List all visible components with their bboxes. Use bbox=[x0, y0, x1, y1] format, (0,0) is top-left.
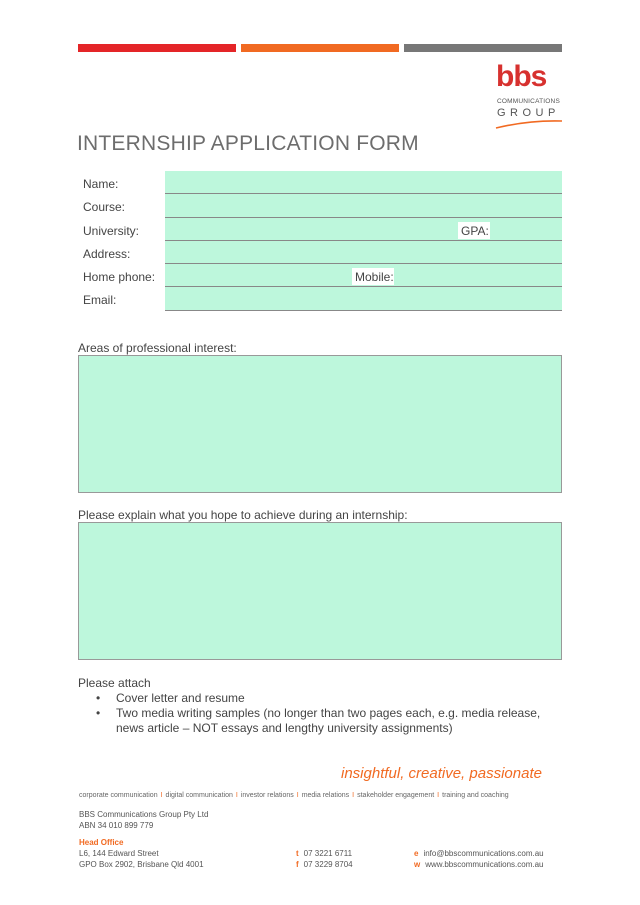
services-list bbox=[79, 792, 509, 799]
fax-number: 07 3229 8704 bbox=[303, 860, 353, 869]
list-item bbox=[96, 691, 566, 706]
logo-line-communications: COMMUNICATIONS bbox=[497, 98, 560, 105]
phone-row bbox=[78, 264, 562, 287]
bullet-icon: • bbox=[96, 691, 101, 705]
home-phone-label: Home phone: bbox=[83, 270, 156, 285]
company-info bbox=[79, 809, 208, 831]
phone-key: t bbox=[296, 849, 299, 858]
course-field[interactable] bbox=[165, 194, 562, 217]
fax-key: f bbox=[296, 860, 299, 869]
attach-item-text: Cover letter and resume bbox=[116, 691, 245, 705]
header-bar-red bbox=[78, 44, 236, 52]
phone-fax bbox=[296, 848, 353, 870]
head-office bbox=[79, 837, 204, 870]
name-label: Name: bbox=[83, 177, 119, 191]
service-item: investor relations bbox=[240, 792, 294, 799]
company-name: BBS Communications Group Pty Ltd bbox=[79, 810, 209, 819]
logo-mark: bbs bbox=[496, 60, 547, 93]
logo-line-group: GROUP bbox=[497, 107, 560, 119]
interest-textarea[interactable] bbox=[78, 355, 562, 493]
email-web bbox=[414, 848, 544, 870]
course-label: Course: bbox=[83, 200, 126, 215]
email-link[interactable]: info@bbscommunications.com.au bbox=[423, 849, 544, 858]
service-item: training and coaching bbox=[442, 792, 509, 799]
name-field[interactable] bbox=[165, 171, 562, 194]
mobile-label: Mobile: bbox=[352, 268, 394, 285]
university-field[interactable] bbox=[165, 218, 562, 241]
list-item bbox=[96, 706, 566, 736]
head-office-title: Head Office bbox=[79, 838, 124, 847]
separator: I bbox=[160, 792, 163, 799]
email-field[interactable] bbox=[165, 287, 562, 310]
service-item: corporate communication bbox=[79, 792, 158, 799]
applicant-details-form bbox=[78, 171, 562, 311]
interest-label: Areas of professional interest: bbox=[78, 341, 237, 355]
attach-list bbox=[96, 691, 566, 736]
service-item: media relations bbox=[301, 792, 350, 799]
web-key: w bbox=[414, 860, 421, 869]
university-label: University: bbox=[83, 223, 140, 238]
header-bar-orange bbox=[241, 44, 399, 52]
separator: I bbox=[296, 792, 299, 799]
bbs-logo bbox=[494, 60, 564, 132]
email-row bbox=[78, 287, 562, 310]
address-line-2: GPO Box 2902, Brisbane Qld 4001 bbox=[79, 860, 204, 869]
service-item: digital communication bbox=[165, 792, 233, 799]
achieve-textarea[interactable] bbox=[78, 522, 562, 660]
email-key: e bbox=[414, 849, 419, 858]
phone-number: 07 3221 6711 bbox=[303, 849, 353, 858]
gpa-label: GPA: bbox=[458, 222, 490, 239]
address-field[interactable] bbox=[165, 241, 562, 264]
tagline: insightful, creative, passionate bbox=[341, 765, 542, 782]
bullet-icon: • bbox=[96, 706, 101, 720]
address-row bbox=[78, 241, 562, 264]
service-item: stakeholder engagement bbox=[357, 792, 435, 799]
university-row bbox=[78, 218, 562, 241]
attach-title: Please attach bbox=[78, 676, 151, 690]
company-abn: ABN 34 010 899 779 bbox=[79, 821, 154, 830]
web-link[interactable]: www.bbscommunications.com.au bbox=[425, 860, 544, 869]
header-bar-grey bbox=[404, 44, 562, 52]
email-label: Email: bbox=[83, 293, 117, 308]
separator: I bbox=[235, 792, 238, 799]
achieve-label: Please explain what you hope to achieve during an internship: bbox=[78, 508, 408, 522]
logo-swoosh-icon bbox=[494, 118, 564, 130]
course-row bbox=[78, 194, 562, 217]
separator: I bbox=[437, 792, 440, 799]
name-row bbox=[78, 171, 562, 194]
address-line-1: L6, 144 Edward Street bbox=[79, 849, 159, 858]
page-title: INTERNSHIP APPLICATION FORM bbox=[77, 132, 419, 155]
attach-item-text: Two media writing samples (no longer than two pages each, e.g. media release, news article – NOT essays and lengthy university assignments) bbox=[116, 706, 541, 735]
address-label: Address: bbox=[83, 246, 131, 261]
separator: I bbox=[352, 792, 355, 799]
